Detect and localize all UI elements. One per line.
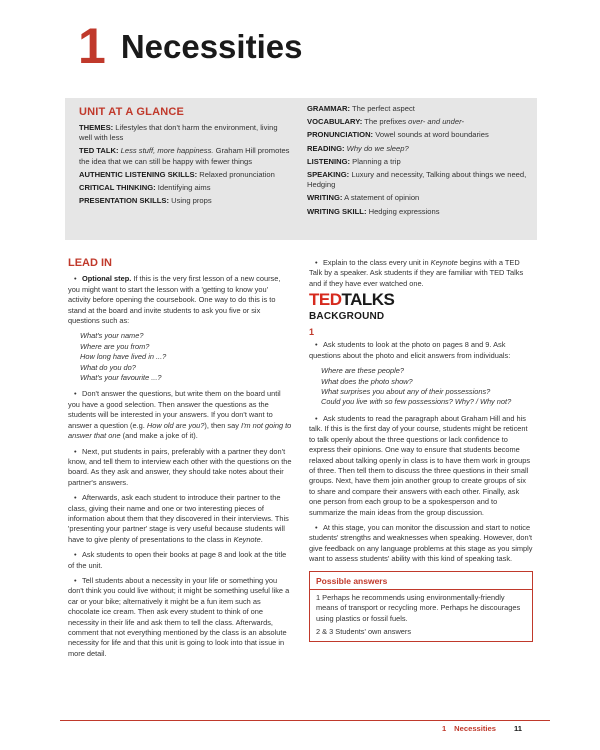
footer-unit-number: 1 bbox=[441, 724, 447, 733]
possible-answers-title: Possible answers bbox=[310, 572, 532, 590]
list-item: How long have lived in ...? bbox=[80, 352, 167, 362]
lead-in-paragraph: • Don't answer the questions, but write them on the board until you have a good selection. Then answer the questions as the students will be interested in your answers. If you don't want to answer a question (e.g. How old are you?), then say I'm not going to answer that one (and make a joke of it). bbox=[68, 389, 292, 441]
glance-speaking: SPEAKING: Luxury and necessity, Talking about things we need, Hedging bbox=[307, 170, 527, 190]
chapter-number: 1 bbox=[78, 18, 105, 74]
lead-in-question-list bbox=[80, 331, 292, 383]
glance-right-column bbox=[307, 104, 532, 220]
background-paragraph: • Ask students to read the paragraph about Graham Hill and his talk. If this is the first day of your course, students might be reticent to talk openly about the three questions or lack confidence to express their opinions. One way to ensure that students become relaxed about talking openly in class is to have them work in groups of three. Then tell them to discuss the three questions in their small groups. Next, have them join another group to create groups of six to share and compare their answers with each other. Finally, ask one person from each group to be a spokesperson and to summarize the main ideas from the group discussion. bbox=[309, 413, 531, 517]
chapter-heading bbox=[78, 20, 302, 72]
ted-talks-logo: TEDTALKS bbox=[309, 290, 395, 310]
unit-at-a-glance-panel bbox=[65, 98, 537, 240]
list-item: What does the photo show? bbox=[321, 376, 413, 386]
page-footer bbox=[442, 724, 522, 733]
background-paragraph: • Ask students to look at the photo on pages 8 and 9. Ask questions about the photo and elicit answers from individuals: bbox=[309, 340, 511, 360]
page-number: 11 bbox=[513, 724, 522, 733]
glance-listening: LISTENING: Planning a trip bbox=[307, 156, 401, 166]
glance-presentation-skills: PRESENTATION SKILLS: Using props bbox=[79, 196, 212, 206]
lead-in-paragraph: • Next, put students in pairs, preferably with a partner they don't know, and tell them to interview each other with the questions on the board. As they ask and answer, they should take notes about their partner's answers. bbox=[68, 446, 292, 487]
lead-in-paragraph: • Afterwards, ask each student to introduce their partner to the class, giving their name and one or two interesting pieces of information about them that they discovered in their interviews. This 'presenting your partner' stage is very useful because students will have to give plenty of presentations to the class in Keynote. bbox=[68, 493, 289, 544]
glance-critical-thinking: CRITICAL THINKING: Identifying aims bbox=[79, 183, 211, 193]
chapter-title: Necessities bbox=[120, 27, 303, 65]
glance-listening-skills: AUTHENTIC LISTENING SKILLS: Relaxed pronunciation bbox=[79, 169, 275, 179]
glance-writing: WRITING: A statement of opinion bbox=[307, 193, 420, 203]
list-item: What's your favourite ...? bbox=[80, 373, 162, 383]
lead-in-title: LEAD IN bbox=[68, 257, 112, 269]
answer-item: 1 Perhaps he recommends using environmentally-friendly means of transport or recycling more. Perhaps he discourages using plastics or fossil fuels. bbox=[316, 592, 521, 623]
possible-answers-box bbox=[309, 571, 533, 642]
photo-question-list bbox=[321, 366, 533, 408]
glance-pronunciation: PRONUNCIATION: Vowel sounds at word boundaries bbox=[307, 130, 489, 140]
ted-talks-column bbox=[309, 258, 533, 642]
glance-themes: THEMES: Lifestyles that don't harm the environment, living well with less bbox=[79, 123, 278, 143]
step-number: 1 bbox=[309, 327, 315, 338]
glance-ted-talk: TED TALK: Less stuff, more happiness. Graham Hill promotes the idea that we can still be happy with fewer things bbox=[79, 146, 290, 166]
glance-title: UNIT AT A GLANCE bbox=[79, 106, 185, 118]
glance-left-column bbox=[79, 104, 291, 209]
list-item: What surprises you about any of their possessions? bbox=[321, 387, 491, 397]
footer-unit-title: Necessities bbox=[454, 724, 496, 733]
glance-reading: READING: Why do we sleep? bbox=[307, 143, 409, 153]
lead-in-paragraph: • Optional step. If this is the very first lesson of a new course, you might want to start the lesson with a 'getting to know you' activity before opening the coursebook. One way to do this is to stand at the board and invite students to ask you five or six questions such as: bbox=[68, 274, 281, 326]
background-title: BACKGROUND bbox=[309, 310, 385, 322]
footer-divider bbox=[60, 720, 550, 721]
list-item: What's your name? bbox=[80, 331, 144, 341]
background-paragraph: • At this stage, you can monitor the discussion and start to notice students' strengths and weaknesses when speaking. However, don't give feedback on any language problems at this stage as you simply want to assess students' ability with this kind of speaking task. bbox=[309, 522, 533, 564]
glance-vocabulary: VOCABULARY: The prefixes over- and under- bbox=[307, 117, 465, 127]
list-item: Where are these people? bbox=[321, 366, 404, 376]
lead-in-column bbox=[68, 258, 292, 664]
list-item: Where are you from? bbox=[80, 341, 150, 351]
glance-writing-skill: WRITING SKILL: Hedging expressions bbox=[307, 206, 440, 216]
lead-in-paragraph: • Ask students to open their books at page 8 and look at the title of the unit. bbox=[68, 550, 287, 570]
answer-item: 2 & 3 Students' own answers bbox=[316, 627, 412, 637]
glance-grammar: GRAMMAR: The perfect aspect bbox=[307, 104, 415, 113]
list-item: What do you do? bbox=[80, 362, 136, 372]
list-item: Could you live with so few possessions? Why? / Why not? bbox=[321, 397, 512, 407]
intro-paragraph: • Explain to the class every unit in Keynote begins with a TED Talk by a speaker. Ask students if they are familiar with TED Talks and if they have ever watched one. bbox=[309, 258, 524, 288]
lead-in-paragraph: • Tell students about a necessity in your life or something you don't think you could live without; it might be something useful like a car or your bike; alternatively it might be a fun item such as chocolate ice cream. Then ask every student to think of one necessity in their life and ask them to tell the class. Afterwards, comment that not everything mentioned by the class is an absolute necessity for life and that this unit is going to look into that issue in more detail. bbox=[68, 575, 290, 658]
